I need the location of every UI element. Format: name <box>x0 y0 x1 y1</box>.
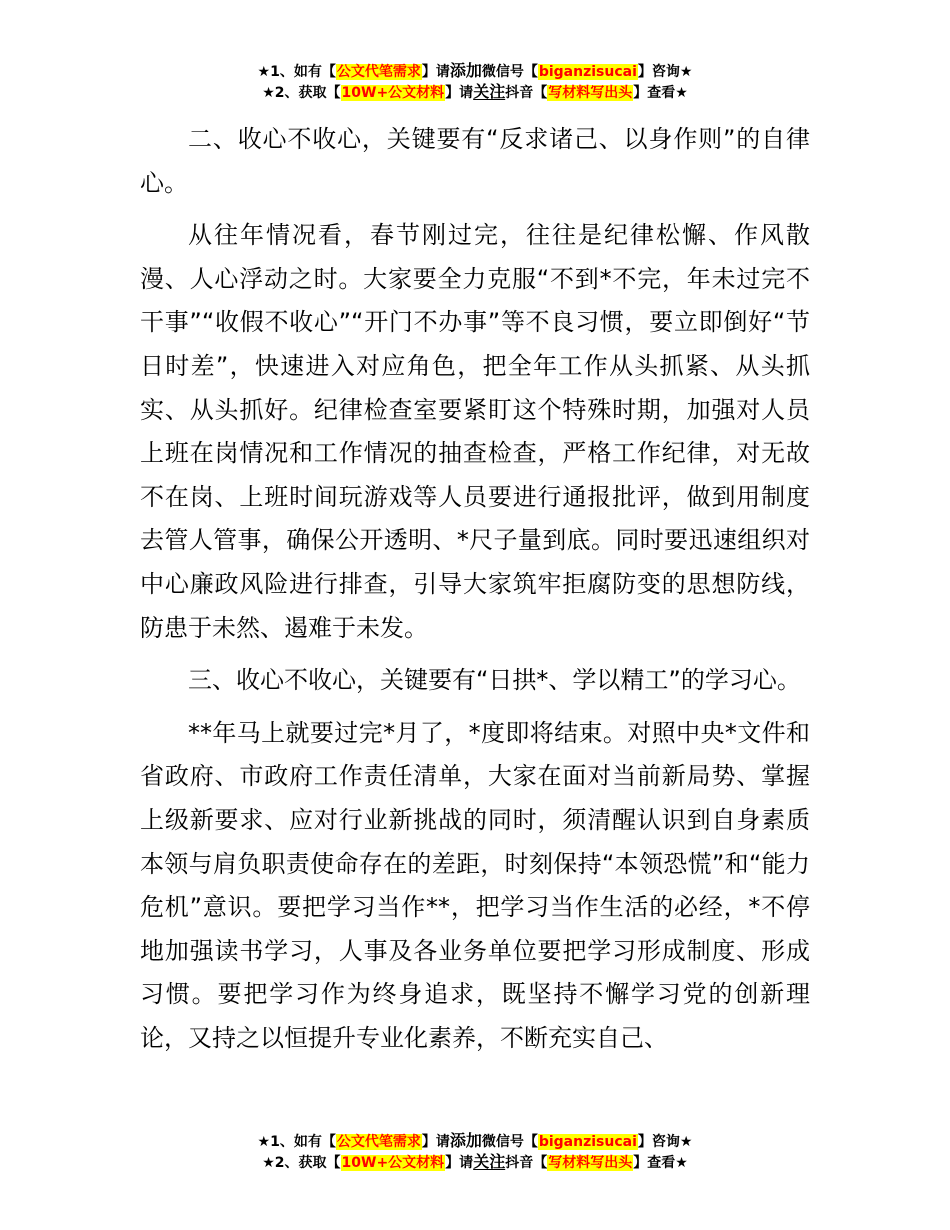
banner-text: 】查看★ <box>633 1155 688 1171</box>
document-body <box>140 118 810 1069</box>
banner-text: 】请 <box>421 1134 450 1150</box>
body-paragraph: **年马上就要过完*月了，*度即将结束。对照中央*文件和省政府、市政府工作责任清单，大家在面对当前新局势、掌握上级新要求、应对行业新挑战的同时，须清醒认识到自身素质本领与肩负职责使命存在的差距，时刻保持“本领恐慌”和“能力危机”意识。要把学习当作**，把学习当作生活的必经，*不停地加强读书学习，人事及各业务单位要把学习形成制度、形成习惯。要把学习作为终身追求，既坚持不懈学习党的创新理论，又持之以恒提升专业化素养，不断充实自己、 <box>140 718 810 1052</box>
banner-emphasis: 关注 <box>473 82 506 101</box>
banner-highlight: biganzisucai <box>538 1134 637 1150</box>
banner-line-2 <box>0 81 950 102</box>
banner-highlight: 写材料写出头 <box>548 1155 633 1171</box>
banner-emphasis: 关注 <box>473 1152 506 1171</box>
banner-line-1 <box>0 1130 950 1151</box>
banner-line-2 <box>0 1151 950 1172</box>
banner-text: 】请 <box>445 1155 474 1171</box>
banner-highlight: 写材料写出头 <box>548 85 633 101</box>
banner-text: ★1、如有【 <box>257 1134 336 1150</box>
banner-text: 】咨询★ <box>637 1134 693 1150</box>
banner-text: 】请 <box>421 64 450 80</box>
banner-text: 抖音【 <box>505 1155 548 1171</box>
section-heading-3: 三、收心不收心，关键要有“日拱*、学以精工”的学习心。 <box>188 666 801 695</box>
section-heading-2: 二、收心不收心，关键要有“反求诸己、以身作则”的自律心。 <box>140 125 810 197</box>
banner-highlight: 公文代笔需求 <box>336 1134 421 1150</box>
banner-highlight: 10W+公文材料 <box>341 85 445 101</box>
body-paragraph: 从往年情况看，春节刚过完，往往是纪律松懈、作风散漫、人心浮动之时。大家要全力克服“不到*不完，年未过完不干事”“收假不收心”“开门不办事”等不良习惯，要立即倒好“节日时差”，快速进入对应角色，把全年工作从头抓紧、从头抓实、从头抓好。纪律检查室要紧盯这个特殊时期，加强对人员上班在岗情况和工作情况的抽查检查，严格工作纪律，对无故不在岗、上班时间玩游戏等人员要进行通报批评，做到用制度去管人管事，确保公开透明、*尺子量到底。同时要迅速组织对中心廉政风险进行排查，引导大家筑牢拒腐防变的思想防线，防患于未然、遏难于未发。 <box>140 221 810 642</box>
header-banner <box>0 60 950 102</box>
banner-text: ★2、获取【 <box>262 1155 341 1171</box>
banner-text: 微信号【 <box>481 64 538 80</box>
banner-text: ★2、获取【 <box>262 85 341 101</box>
banner-text: 微信号【 <box>481 1134 538 1150</box>
footer-banner <box>0 1130 950 1172</box>
banner-text: 抖音【 <box>505 85 548 101</box>
banner-highlight: 公文代笔需求 <box>336 64 421 80</box>
banner-text: ★1、如有【 <box>257 64 336 80</box>
banner-emphasis: 添加 <box>449 1131 482 1150</box>
banner-text: 】咨询★ <box>637 64 693 80</box>
banner-highlight: 10W+公文材料 <box>341 1155 445 1171</box>
banner-emphasis: 添加 <box>449 61 482 80</box>
banner-text: 】请 <box>445 85 474 101</box>
banner-text: 】查看★ <box>633 85 688 101</box>
banner-line-1 <box>0 60 950 81</box>
banner-highlight: biganzisucai <box>538 64 637 80</box>
